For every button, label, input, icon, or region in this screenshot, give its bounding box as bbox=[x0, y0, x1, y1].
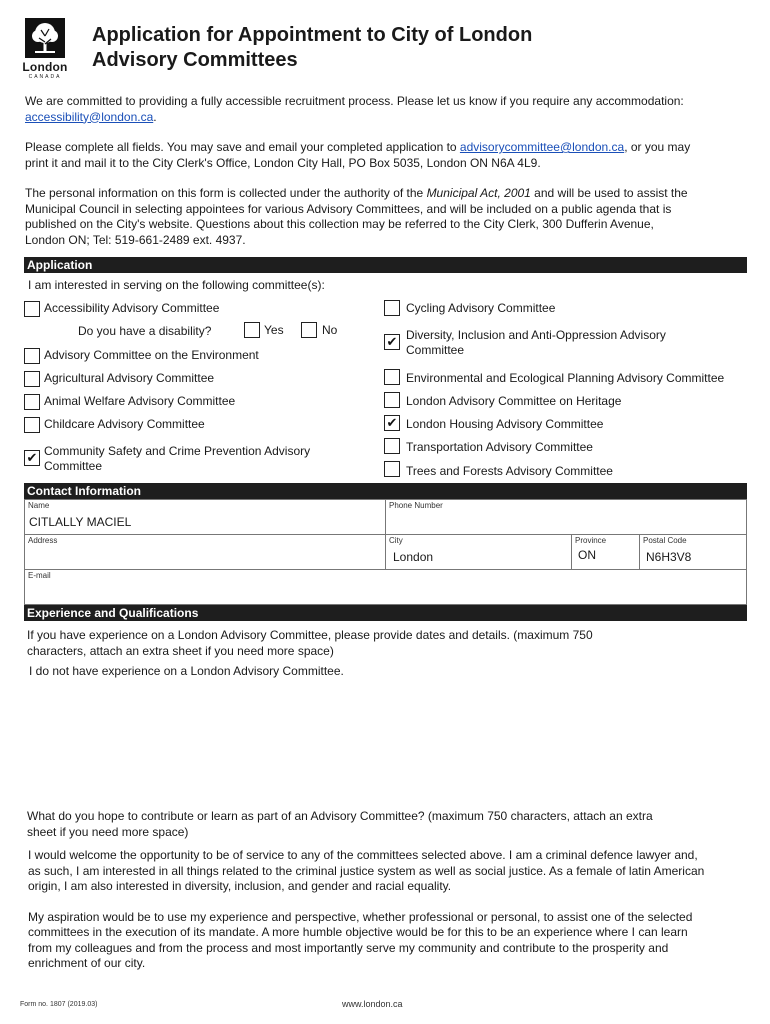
phone-label: Phone Number bbox=[389, 501, 443, 510]
check-mark-icon: ✔ bbox=[386, 415, 398, 430]
advisory-email-link[interactable]: advisorycommittee@london.ca bbox=[459, 140, 625, 154]
email-field[interactable] bbox=[24, 569, 747, 605]
label-transportation: Transportation Advisory Committee bbox=[406, 440, 593, 454]
check-mark-icon: ✔ bbox=[386, 334, 398, 349]
label-community-safety: Community Safety and Crime Prevention Advisory Committee bbox=[44, 444, 311, 473]
checkbox-disability-yes[interactable] bbox=[244, 322, 260, 338]
checkbox-environment[interactable] bbox=[24, 348, 40, 364]
label-trees-forests: Trees and Forests Advisory Committee bbox=[406, 464, 613, 478]
checkbox-animal-welfare[interactable] bbox=[24, 394, 40, 410]
city-value: London bbox=[393, 550, 434, 564]
label-accessibility: Accessibility Advisory Committee bbox=[44, 301, 220, 315]
province-value: ON bbox=[578, 548, 596, 562]
name-label: Name bbox=[28, 501, 50, 510]
label-childcare: Childcare Advisory Committee bbox=[44, 417, 205, 431]
website-link[interactable]: www.london.ca bbox=[342, 999, 403, 1009]
checkbox-environmental-planning[interactable] bbox=[384, 369, 400, 385]
label-animal-welfare: Animal Welfare Advisory Committee bbox=[44, 394, 236, 408]
page-title: Application for Appointment to City of London Advisory Committees bbox=[92, 24, 533, 71]
postal-code-field[interactable] bbox=[639, 534, 747, 570]
check-mark-icon: ✔ bbox=[26, 450, 38, 465]
address-label: Address bbox=[28, 536, 58, 545]
committee-prompt: I am interested in serving on the following committee(s): bbox=[28, 278, 325, 292]
application-section-header: Application bbox=[24, 257, 747, 273]
accessibility-paragraph: We are committed to providing a fully accessible recruitment process. Please let us know if you require any accommodation: accessibility@london.ca. bbox=[25, 94, 684, 124]
logo-text: London bbox=[22, 60, 68, 74]
province-label: Province bbox=[575, 536, 607, 545]
city-label: City bbox=[389, 536, 403, 545]
contribution-question: What do you hope to contribute or learn as part of an Advisory Committee? (maximum 750 characters, attach an extra sheet if you need more space) bbox=[27, 809, 653, 839]
checkbox-community-safety[interactable] bbox=[24, 450, 40, 466]
label-agricultural: Agricultural Advisory Committee bbox=[44, 371, 215, 385]
city-field[interactable] bbox=[385, 534, 572, 570]
checkbox-cycling[interactable] bbox=[384, 300, 400, 316]
experience-question: If you have experience on a London Advisory Committee, please provide dates and details. (maximum 750 characters, attach an extra sheet if you need more space) bbox=[27, 628, 593, 658]
label-housing: London Housing Advisory Committee bbox=[406, 417, 604, 431]
checkbox-housing[interactable] bbox=[384, 415, 400, 431]
accessibility-email-link[interactable]: accessibility@london.ca bbox=[25, 109, 154, 124]
experience-answer[interactable]: I do not have experience on a London Advisory Committee. bbox=[29, 664, 344, 678]
postal-code-label: Postal Code bbox=[643, 536, 687, 545]
disability-question: Do you have a disability? bbox=[78, 324, 212, 338]
label-diversity: Diversity, Inclusion and Anti-Oppression Advisory Committee bbox=[406, 328, 666, 357]
address-field[interactable] bbox=[24, 534, 386, 570]
postal-code-value: N6H3V8 bbox=[646, 550, 692, 564]
checkbox-childcare[interactable] bbox=[24, 417, 40, 433]
form-number: Form no. 1807 (2019.03) bbox=[20, 1001, 98, 1008]
logo-subtext: CANADA bbox=[28, 74, 62, 80]
province-field[interactable] bbox=[571, 534, 640, 570]
email-label: E-mail bbox=[28, 571, 51, 580]
label-no: No bbox=[322, 323, 338, 337]
name-value: CITLALLY MACIEL bbox=[29, 515, 132, 529]
label-heritage: London Advisory Committee on Heritage bbox=[406, 394, 622, 408]
label-yes: Yes bbox=[264, 323, 284, 337]
tree-icon bbox=[25, 18, 65, 58]
experience-section-header: Experience and Qualifications bbox=[24, 605, 747, 621]
contribution-answer[interactable]: I would welcome the opportunity to be of service to any of the committees selected above. I am a criminal defence lawyer and, as such, I am interested in all things related to the criminal justice system as well as social justice. As a female of latin American origin, I am also interested in diversity, inclusion, and gender and racial equality. My aspiration would be to use my experience and perspective, whether professional or personal, to assist one of the selected committees in the execution of its mandate. A more humble objective would be for this to be an experience where I can learn from my colleagues and from the process and most importantly serve my community and contribute to the prosperity and enrichment of our city. bbox=[28, 848, 705, 970]
phone-field[interactable] bbox=[385, 499, 747, 535]
label-cycling: Cycling Advisory Committee bbox=[406, 301, 556, 315]
contact-section-header: Contact Information bbox=[24, 483, 747, 499]
checkbox-transportation[interactable] bbox=[384, 438, 400, 454]
checkbox-diversity[interactable] bbox=[384, 334, 400, 350]
label-environmental-planning: Environmental and Ecological Planning Advisory Committee bbox=[406, 371, 725, 385]
london-logo bbox=[22, 18, 70, 80]
checkbox-accessibility[interactable] bbox=[24, 301, 40, 317]
label-environment: Advisory Committee on the Environment bbox=[44, 348, 259, 362]
checkbox-disability-no[interactable] bbox=[301, 322, 317, 338]
instructions-paragraph: Please complete all fields. You may save and email your completed application to advisorycommittee@london.ca, or you may print it and mail it to the City Clerk's Office, London City Hall, PO Box 5035, London ON N6A 4L9. bbox=[25, 140, 691, 170]
checkbox-trees-forests[interactable] bbox=[384, 461, 400, 477]
checkbox-heritage[interactable] bbox=[384, 392, 400, 408]
checkbox-agricultural[interactable] bbox=[24, 371, 40, 387]
privacy-paragraph: The personal information on this form is collected under the authority of the Municipal Act, 2001 and will be used to assist the Municipal Council in selecting appointees for various Advisory Committees, and will be included on a public agenda that is published on the City's website. Questions about this collection may be referred to the City Clerk, 300 Dufferin Avenue, London ON; Tel: 519-661-2489 ext. 4937. bbox=[25, 186, 688, 247]
name-field[interactable] bbox=[24, 499, 386, 535]
